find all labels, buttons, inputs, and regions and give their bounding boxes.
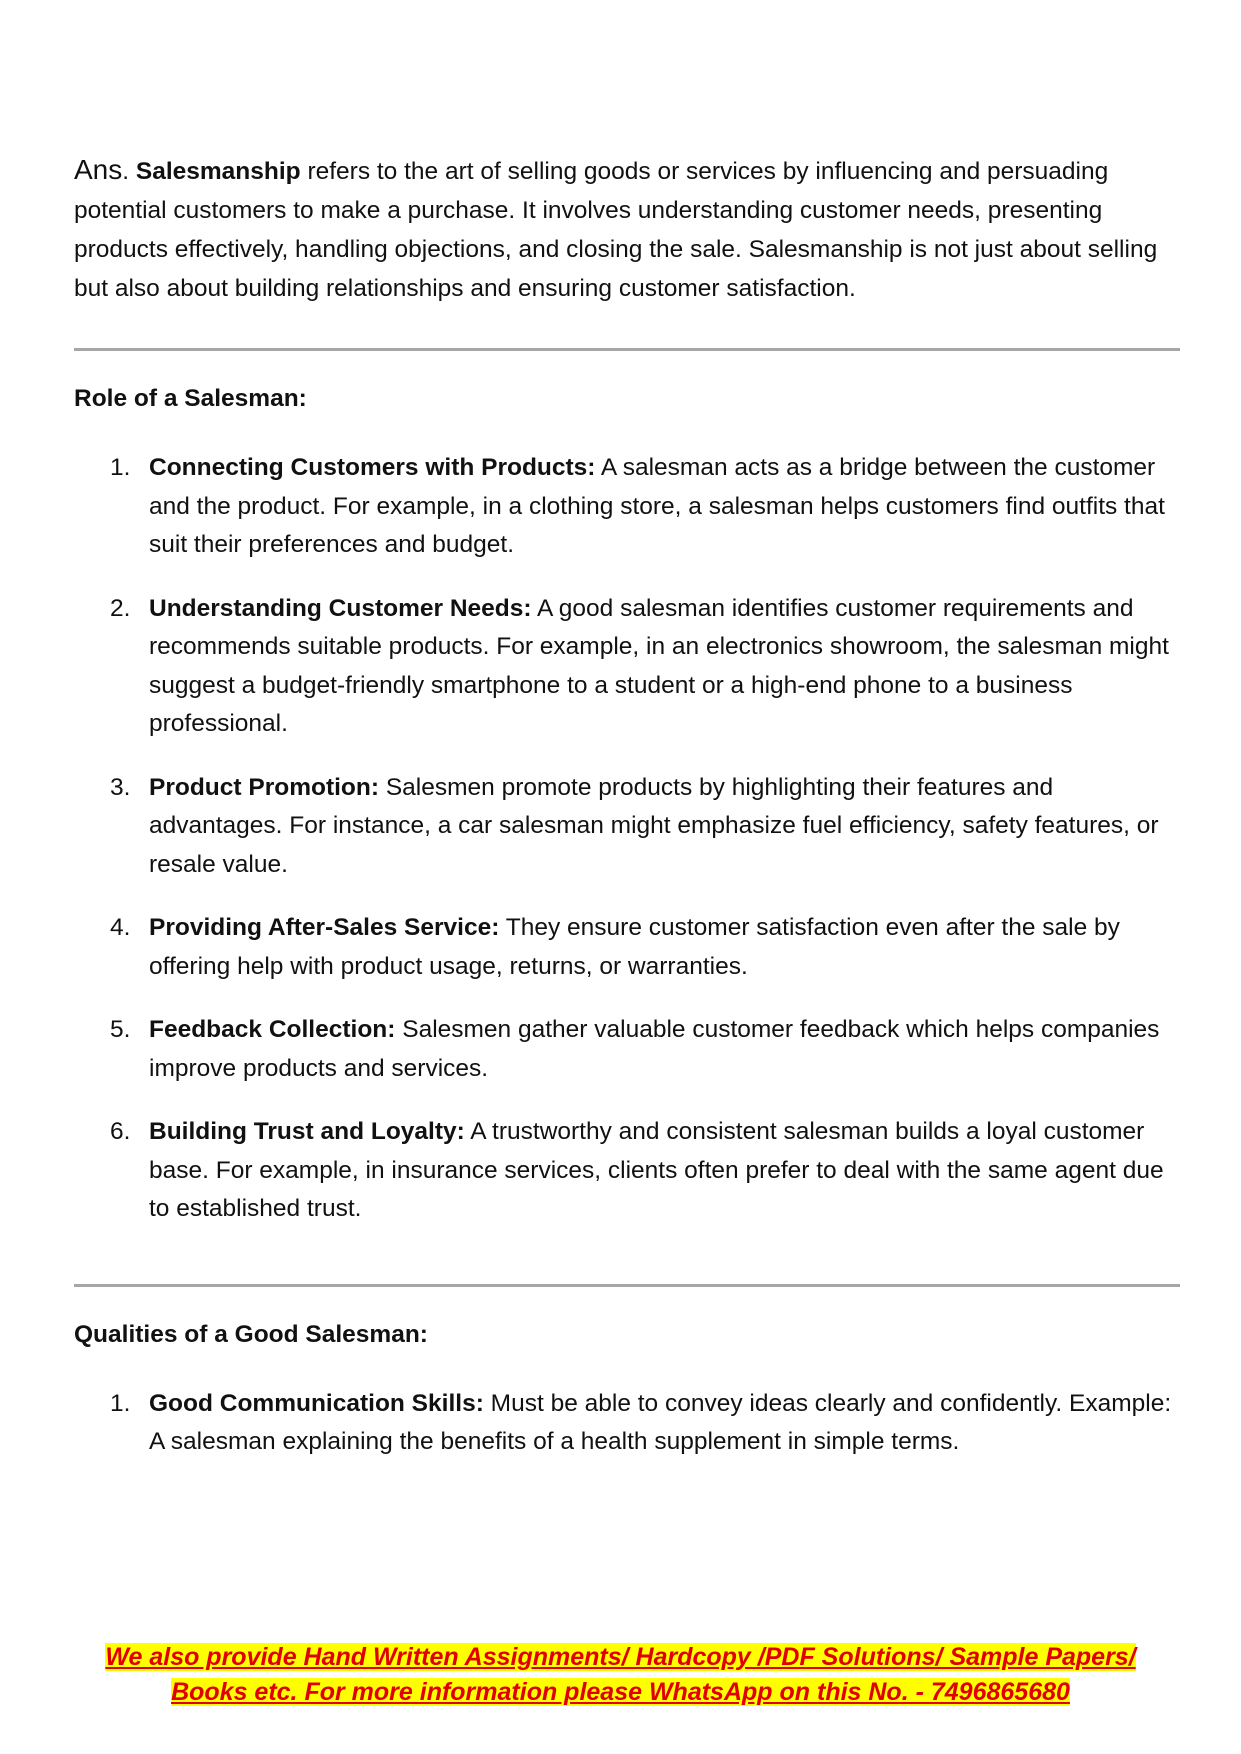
- list-number: 2.: [110, 594, 131, 622]
- list-item-text: Salesmen promote products by highlighting their features and advantages. For instance, a car salesman might emphasize fuel efficiency, safety features, or resale value.: [149, 773, 1159, 878]
- qualities-list: [74, 1385, 1180, 1462]
- list-number: 3.: [110, 773, 131, 801]
- list-item-text: A good salesman identifies customer requirements and recommends suitable products. For example, in an electronics showroom, the salesman might suggest a budget-friendly smartphone to a student or a high-end phone to a business professional.: [149, 594, 1169, 737]
- list-number: 4.: [110, 914, 131, 941]
- list-item: [74, 1385, 1180, 1462]
- section-title-qualities: Qualities of a Good Salesman:: [74, 1320, 428, 1348]
- document-body: [74, 150, 1180, 1487]
- role-list: [74, 449, 1180, 1229]
- list-item-term: Providing After-Sales Service:: [149, 914, 500, 941]
- list-item: [74, 909, 1180, 986]
- promo-line-1: We also provide Hand Written Assignments/ Hardcopy /PDF Solutions/ Sample Papers/: [105, 1643, 1136, 1671]
- list-item-term: Product Promotion:: [149, 773, 380, 801]
- list-item: [74, 769, 1180, 885]
- list-number: 1.: [110, 1389, 131, 1417]
- list-item-text: Must be able to convey ideas clearly and confidently. Example: A salesman explaining the benefits of a health supplement in simple terms.: [149, 1389, 1172, 1455]
- list-number: 5.: [110, 1016, 131, 1043]
- intro-term: Salesmanship: [135, 158, 301, 185]
- list-number: 1.: [110, 454, 131, 481]
- list-item-text: A trustworthy and consistent salesman builds a loyal customer base. For example, in insurance services, clients often prefer to deal with the same agent due to established trust.: [149, 1118, 1164, 1222]
- list-number: 6.: [110, 1118, 131, 1145]
- intro-text: refers to the art of selling goods or services by influencing and persuading potential customers to make a purchase. It involves understanding customer needs, presenting products effectively, handling objections, and closing the sale. Salesmanship is not just about selling but also about building relationships and ensuring customer satisfaction.: [74, 158, 1158, 302]
- list-item-term: Good Communication Skills:: [149, 1389, 484, 1417]
- list-item-term: Understanding Customer Needs:: [149, 594, 532, 622]
- list-item-term: Building Trust and Loyalty:: [149, 1118, 465, 1145]
- promo-line-2: Books etc. For more information please WhatsApp on this No. - 7496865680: [171, 1678, 1070, 1706]
- list-item: [74, 449, 1180, 565]
- list-item: [74, 590, 1180, 744]
- promo-footer: [0, 1640, 1241, 1710]
- list-item-text: A salesman acts as a bridge between the customer and the product. For example, in a clothing store, a salesman helps customers find outfits that suit their preferences and budget.: [149, 454, 1165, 558]
- list-item-term: Connecting Customers with Products:: [149, 454, 596, 481]
- list-item-text: Salesmen gather valuable customer feedback which helps companies improve products and services.: [149, 1016, 1160, 1082]
- list-item: [74, 1113, 1180, 1229]
- intro-paragraph: Ans. Salesmanship refers to the art of selling goods or services by influencing and persuading potential customers to make a purchase. It involves understanding customer needs, presenting products effectively, handling objections, and closing the sale. Salesmanship is not just about selling but also about building relationships and ensuring customer satisfaction.: [74, 154, 1158, 302]
- list-item-term: Feedback Collection:: [149, 1016, 396, 1043]
- ans-label: Ans: [74, 154, 123, 185]
- list-item: [74, 1011, 1180, 1088]
- list-item-text: They ensure customer satisfaction even after the sale by offering help with product usage, returns, or warranties.: [149, 914, 1120, 980]
- section-title-role: Role of a Salesman:: [74, 385, 307, 412]
